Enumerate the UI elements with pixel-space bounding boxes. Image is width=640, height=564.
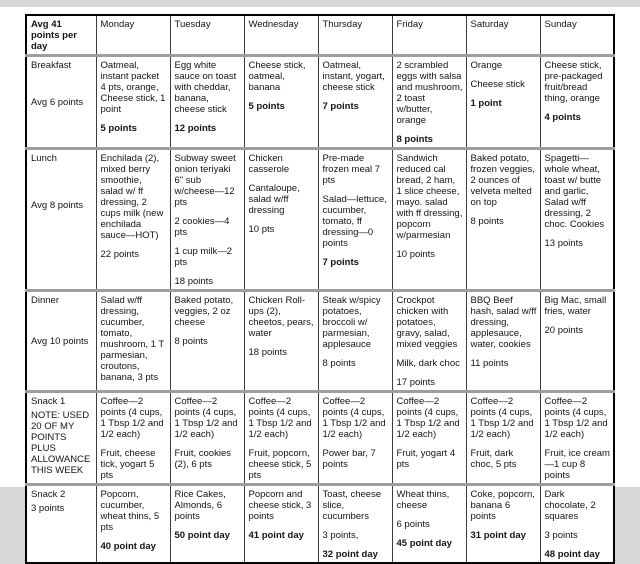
- cell-text: Oatmeal, instant packet 4 pts, orange, Cheese stick, 1 point: [100, 60, 166, 115]
- row-snack2: [26, 485, 614, 564]
- column-header-saturday: Saturday: [466, 15, 540, 56]
- cell-text: Orange: [470, 60, 503, 71]
- column-header-thursday: Thursday: [318, 15, 392, 56]
- row-header-snack2: [26, 485, 96, 564]
- row-header-breakfast: [26, 56, 96, 149]
- row-header-dinner: [26, 291, 96, 392]
- cell-snack2-monday: [96, 485, 170, 564]
- cell-text: Wheat thins, cheese: [396, 489, 450, 511]
- row-subtext: Avg 6 points: [31, 97, 84, 108]
- cell-snack2-wednesday: [244, 485, 318, 564]
- cell-text: 5 points: [248, 101, 285, 112]
- cell-text: Egg white sauce on toast with cheddar, banana, cheese stick: [174, 60, 237, 115]
- cell-text: Sandwich reduced cal bread, 2 ham, 1 slice cheese, mayo. salad with ff dressing, popcorn w/parmesian: [396, 153, 463, 241]
- row-subtext: NOTE: USED 20 OF MY POINTS PLUS ALLOWANCE THIS WEEK: [31, 410, 91, 476]
- column-header-tuesday: Tuesday: [170, 15, 244, 56]
- cell-text: 10 points: [396, 249, 436, 260]
- cell-text: 22 points: [100, 249, 140, 260]
- cell-text: Popcorn and cheese stick, 3 points: [248, 489, 312, 522]
- cell-lunch-tuesday: [170, 149, 244, 291]
- cell-text: 11 points: [470, 358, 509, 369]
- cell-text: 12 points: [174, 123, 217, 134]
- cell-text: Pre-made frozen meal 7 pts: [322, 153, 381, 186]
- cell-text: Fruit, cookies (2), 6 pts: [174, 448, 231, 470]
- cell-breakfast-thursday: [318, 56, 392, 149]
- cell-text: 3 points: [544, 530, 578, 541]
- document-page: [0, 7, 640, 560]
- cell-text: Cantaloupe, salad w/ff dressing: [248, 183, 300, 216]
- cell-breakfast-sunday: [540, 56, 614, 149]
- cell-lunch-wednesday: [244, 149, 318, 291]
- cell-snack2-saturday: [466, 485, 540, 564]
- row-breakfast: [26, 56, 614, 149]
- cell-text: 3 points,: [322, 530, 359, 541]
- cell-text: 41 point day: [248, 530, 304, 541]
- cell-text: Power bar, 7 points: [322, 448, 376, 470]
- cell-text: Coffee—2 points (4 cups, 1 Tbsp 1/2 and 1/2 each): [248, 396, 312, 440]
- row-label: Dinner: [31, 295, 59, 306]
- cell-breakfast-monday: [96, 56, 170, 149]
- cell-text: Cheese stick, oatmeal, banana: [248, 60, 306, 93]
- row-header-lunch: [26, 149, 96, 291]
- cell-text: Dark chocolate, 2 squares: [544, 489, 596, 522]
- row-subtext: Avg 10 points: [31, 336, 89, 347]
- cell-text: Subway sweet onion teriyaki 6" sub w/cheese—12 pts: [174, 153, 236, 208]
- cell-lunch-thursday: [318, 149, 392, 291]
- cell-snack2-sunday: [540, 485, 614, 564]
- row-label: Lunch: [31, 153, 57, 164]
- cell-text: Fruit, ice cream—1 cup 8 points: [544, 448, 610, 481]
- cell-dinner-thursday: [318, 291, 392, 392]
- cell-text: Fruit, cheese tick, yogart 5 pts: [100, 448, 156, 481]
- cell-text: 1 point: [470, 98, 502, 109]
- cell-text: 18 points: [248, 347, 288, 358]
- column-header-monday: Monday: [96, 15, 170, 56]
- cell-text: Chicken Roll-ups (2), cheetos, pears, water: [248, 295, 314, 339]
- cell-text: Coffee—2 points (4 cups, 1 Tbsp 1/2 and 1/2 each): [470, 396, 534, 440]
- cell-dinner-saturday: [466, 291, 540, 392]
- cell-text: Baked potato, frozen veggies, 2 ounces of velveta melted on top: [470, 153, 535, 208]
- cell-text: Fruit, yogart 4 pts: [396, 448, 456, 470]
- cell-text: Coke, popcorn, banana 6 points: [470, 489, 535, 522]
- row-subtext: 3 points: [31, 503, 65, 514]
- cell-text: Enchilada (2), mixed berry smoothie, salad w/ ff dressing, 2 cups milk (new enchilada sauce—HOT): [100, 153, 164, 241]
- cell-text: Cheese stick: [470, 79, 525, 90]
- cell-text: Popcorn, cucumber, wheat thins, 5 pts: [100, 489, 160, 533]
- column-header-wednesday: Wednesday: [244, 15, 318, 56]
- cell-text: Toast, cheese slice, cucumbers: [322, 489, 382, 522]
- cell-text: 13 points: [544, 238, 584, 249]
- cell-text: Rice Cakes, Almonds, 6 points: [174, 489, 226, 522]
- cell-lunch-friday: [392, 149, 466, 291]
- cell-text: 4 points: [544, 112, 581, 123]
- cell-dinner-wednesday: [244, 291, 318, 392]
- row-label: Breakfast: [31, 60, 72, 71]
- row-lunch: [26, 149, 614, 291]
- cell-text: Coffee—2 points (4 cups, 1 Tbsp 1/2 and 1/2 each): [322, 396, 386, 440]
- row-dinner: [26, 291, 614, 392]
- cell-text: Cheese stick, pre-packaged fruit/bread thing, orange: [544, 60, 603, 104]
- cell-text: Coffee—2 points (4 cups, 1 Tbsp 1/2 and 1/2 each): [100, 396, 164, 440]
- cell-text: BBQ Beef hash, salad w/ff dressing, applesauce, water, cookies: [470, 295, 537, 350]
- header-row: [26, 15, 614, 56]
- cell-text: Coffee—2 points (4 cups, 1 Tbsp 1/2 and 1/2 each): [174, 396, 238, 440]
- cell-snack2-thursday: [318, 485, 392, 564]
- cell-text: 50 point day: [174, 530, 230, 541]
- meal-plan-table-container: [25, 14, 615, 564]
- cell-text: 8 points: [174, 336, 208, 347]
- cell-text: 32 point day: [322, 549, 378, 560]
- cell-text: Steak w/spicy potatoes, broccoli w/ parmesian, applesauce: [322, 295, 381, 350]
- cell-text: Coffee—2 points (4 cups, 1 Tbsp 1/2 and 1/2 each): [396, 396, 460, 440]
- cell-text: Fruit, dark choc, 5 pts: [470, 448, 517, 470]
- cell-breakfast-wednesday: [244, 56, 318, 149]
- cell-text: 8 points: [322, 358, 356, 369]
- cell-snack1-thursday: [318, 392, 392, 485]
- cell-text: Spagetti—whole wheat, toast w/ butte and garlic, Salad w/ff dressing, 2 choc. Cookies: [544, 153, 605, 230]
- cell-text: Baked potato, veggies, 2 oz cheese: [174, 295, 234, 328]
- cell-dinner-monday: [96, 291, 170, 392]
- cell-text: 6 points: [396, 519, 430, 530]
- cell-lunch-sunday: [540, 149, 614, 291]
- cell-text: Oatmeal, instant, yogart, cheese stick: [322, 60, 385, 93]
- cell-text: Milk, dark choc: [396, 358, 460, 369]
- row-header-snack1: [26, 392, 96, 485]
- cell-text: 1 cup milk—2 pts: [174, 246, 233, 268]
- cell-text: Salad w/ff dressing, cucumber, tomato, mushroom, 1 T parmesian, croutons, banana, 3 pts: [100, 295, 165, 383]
- cell-snack1-monday: [96, 392, 170, 485]
- cell-text: Big Mac, small fries, water: [544, 295, 607, 317]
- cell-text: 5 points: [100, 123, 137, 134]
- cell-text: 18 points: [174, 276, 214, 287]
- cell-snack1-friday: [392, 392, 466, 485]
- cell-text: Fruit, popcorn, cheese stick, 5 pts: [248, 448, 312, 481]
- cell-lunch-monday: [96, 149, 170, 291]
- row-subtext: Avg 8 points: [31, 200, 84, 211]
- cell-text: 2 scrambled eggs with salsa and mushroom, 2 toast w/butter, orange: [396, 60, 463, 126]
- cell-breakfast-friday: [392, 56, 466, 149]
- row-label: Snack 1: [31, 396, 66, 407]
- cell-breakfast-tuesday: [170, 56, 244, 149]
- cell-snack1-wednesday: [244, 392, 318, 485]
- row-snack1: [26, 392, 614, 485]
- cell-text: 2 cookies—4 pts: [174, 216, 230, 238]
- cell-snack1-sunday: [540, 392, 614, 485]
- column-header-friday: Friday: [392, 15, 466, 56]
- cell-text: 31 point day: [470, 530, 526, 541]
- cell-lunch-saturday: [466, 149, 540, 291]
- cell-text: Crockpot chicken with potatoes, gravy, salad, mixed veggies: [396, 295, 458, 350]
- cell-dinner-sunday: [540, 291, 614, 392]
- cell-text: 40 point day: [100, 541, 156, 552]
- cell-text: 8 points: [396, 134, 433, 145]
- cell-snack2-tuesday: [170, 485, 244, 564]
- cell-snack1-saturday: [466, 392, 540, 485]
- cell-text: 7 points: [322, 257, 359, 268]
- cell-breakfast-saturday: [466, 56, 540, 149]
- cell-text: Coffee—2 points (4 cups, 1 Tbsp 1/2 and 1/2 each): [544, 396, 608, 440]
- column-header-sunday: Sunday: [540, 15, 614, 56]
- cell-text: 7 points: [322, 101, 359, 112]
- cell-snack1-tuesday: [170, 392, 244, 485]
- cell-dinner-tuesday: [170, 291, 244, 392]
- table-corner-header: Avg 41 points per day: [26, 15, 96, 56]
- cell-text: 45 point day: [396, 538, 452, 549]
- cell-text: 10 pts: [248, 224, 275, 235]
- row-label: Snack 2: [31, 489, 66, 500]
- cell-text: 17 points: [396, 377, 436, 388]
- cell-text: Chicken casserole: [248, 153, 290, 175]
- cell-text: Salad—lettuce, cucumber, tomato, ff dressing—0 points: [322, 194, 387, 249]
- meal-plan-table: [25, 14, 615, 564]
- cell-text: 48 point day: [544, 549, 600, 560]
- cell-text: 20 points: [544, 325, 584, 336]
- cell-snack2-friday: [392, 485, 466, 564]
- cell-text: 8 points: [470, 216, 504, 227]
- cell-dinner-friday: [392, 291, 466, 392]
